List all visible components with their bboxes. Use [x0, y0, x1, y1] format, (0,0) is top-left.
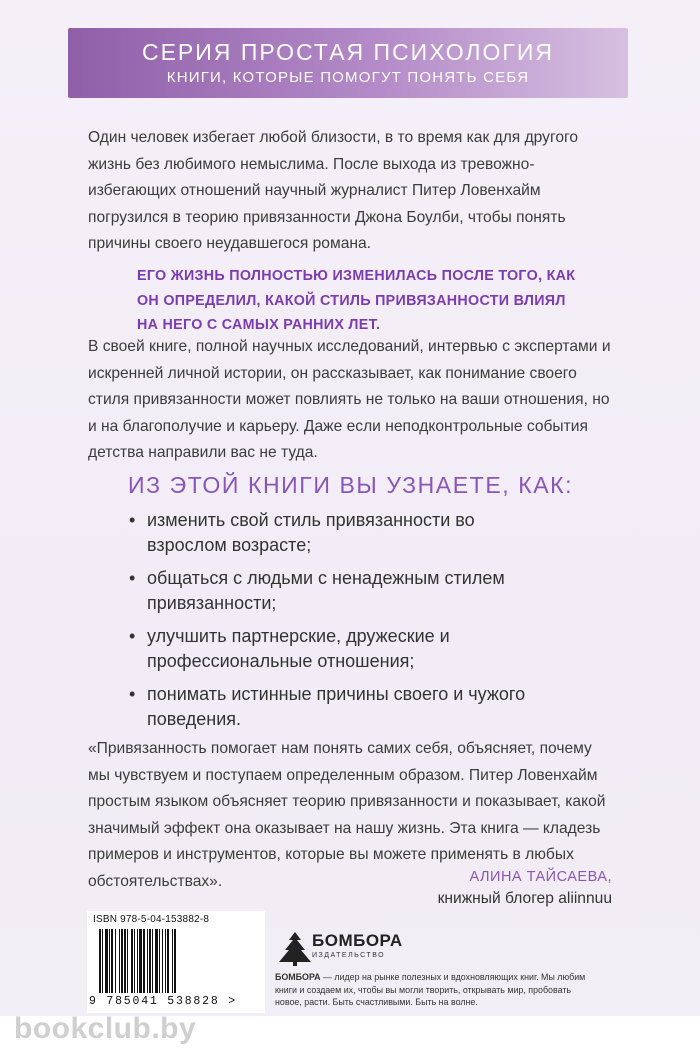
series-name: ПРОСТАЯ ПСИХОЛОГИЯ — [240, 39, 555, 65]
list-item: • изменить свой стиль привязанности во взрослом возрасте; — [127, 508, 547, 558]
review-author — [312, 866, 612, 910]
watermark: bookclub.by — [14, 1012, 197, 1045]
series-title — [68, 38, 628, 66]
body-paragraph: В своей книге, полной научных исследований, интервью с экспертами и искренней личной истории, он рассказывает, как понимание своего стиля привязанности может повлиять не только на ваши отношения, но и на благополучие и карьеру. Даже если неподконтрольные события детства направили вас не туда. — [88, 338, 611, 461]
author-name: АЛИНА ТАЙСАЕВА, — [469, 869, 612, 885]
isbn-label: ISBN 978-5-04-153882-8 — [93, 914, 210, 925]
review-quote: «Привязанность помогает нам понять самих себя, объясняет, почему мы чувствуем и поступаем определенным образом. Питер Ловенхайм простым языком объясняет теорию привязанности и показывает, какой значимый эффект она оказывает на нашу жизнь. Эта книга — кладезь примеров и инструментов, которые вы можете применять в любых обстоятельствах». — [88, 740, 606, 890]
publisher-description-brand: БОМБОРА — [275, 972, 321, 982]
series-banner — [68, 28, 628, 98]
series-prefix: СЕРИЯ — [141, 39, 233, 65]
learn-list — [127, 508, 547, 740]
barcode-bars-icon — [99, 929, 249, 993]
publisher-subtitle: ИЗДАТЕЛЬСТВО — [312, 952, 386, 959]
list-item: • понимать истинные причины своего и чужого поведения. — [127, 682, 547, 732]
list-item: • общаться с людьми с ненадежным стилем привязанности; — [127, 566, 547, 616]
list-item: • улучшить партнерские, дружеские и профессиональные отношения; — [127, 624, 547, 674]
publisher-name: БОМБОРА — [312, 931, 403, 950]
intro-paragraph: Один человек избегает любой близости, в то время как для другого жизнь без любимого немыслима. После выхода из тревожно-избегающих отношений научный журналист Питер Ловенхайм погрузился в теорию привязанности Джона Боулби, чтобы понять причины своего неудавшегося романа. — [88, 129, 579, 252]
barcode — [87, 911, 265, 1013]
barcode-digits: 9 785041 538828 > — [89, 995, 237, 1008]
publisher-description — [275, 971, 587, 1009]
publisher-description-text: — лидер на рынке полезных и вдохновляющих книг. Мы любим книги и создаем их, чтобы вы могли творить, открывать мир, пробовать новое, расти. Быть счастливыми. Быть на волне. — [275, 972, 586, 1007]
author-role: книжный блогер aliinnuu — [437, 890, 612, 907]
series-subtitle: КНИГИ, КОТОРЫЕ ПОМОГУТ ПОНЯТЬ СЕБЯ — [166, 69, 530, 86]
highlight-paragraph: ЕГО ЖИЗНЬ ПОЛНОСТЬЮ ИЗМЕНИЛАСЬ ПОСЛЕ ТОГО, КАК ОН ОПРЕДЕЛИЛ, КАКОЙ СТИЛЬ ПРИВЯЗАННОСТИ ВЛИЯЛ НА НЕГО С САМЫХ РАННИХ ЛЕТ. — [137, 268, 576, 333]
learn-title: ИЗ ЭТОЙ КНИГИ ВЫ УЗНАЕТЕ, КАК: — [128, 472, 574, 498]
